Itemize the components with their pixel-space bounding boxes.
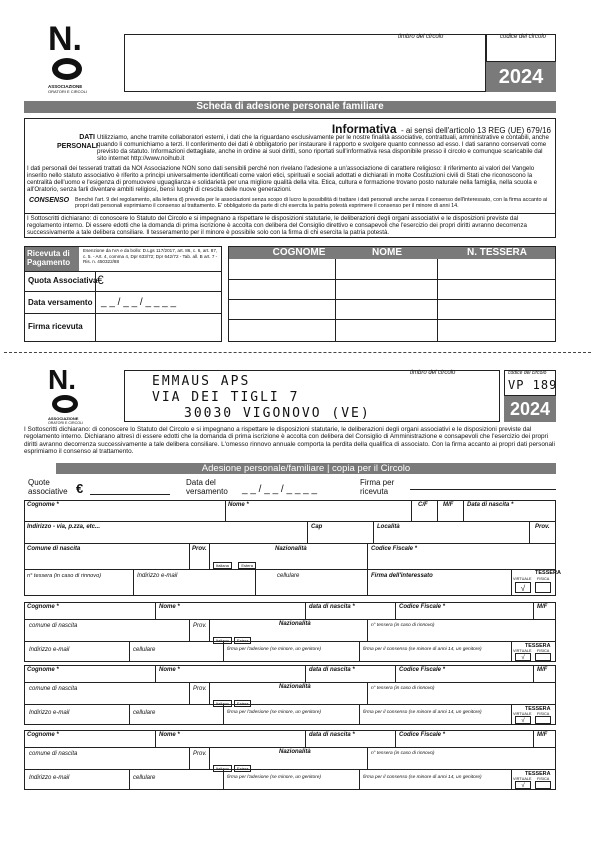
stamp-line2: VIA DEI TIGLI 7 bbox=[152, 390, 300, 405]
data-versamento-label: Data versamento bbox=[28, 298, 93, 307]
copy-codice-label: codice del circolo bbox=[508, 370, 547, 376]
form-virtuale-label: VIRTUALE bbox=[513, 577, 532, 581]
copy-firma-field[interactable] bbox=[410, 489, 556, 490]
form-comune: Comune di nascita bbox=[27, 546, 81, 552]
informativa-box bbox=[24, 118, 556, 238]
member-fisica-checkbox[interactable] bbox=[535, 716, 551, 724]
grid-line bbox=[305, 666, 306, 682]
grid-line bbox=[25, 704, 555, 705]
informativa-title: Informativa bbox=[331, 122, 397, 136]
grid-line bbox=[155, 666, 156, 682]
stamp-line3: 30030 VIGONOVO (VE) bbox=[184, 406, 371, 421]
grid-line bbox=[533, 603, 534, 619]
form-firma-interessato: Firma dell'interessato bbox=[371, 573, 433, 579]
copy-logo-mark: N. bbox=[48, 364, 76, 395]
member-codice-fiscale-label: Codice Fiscale * bbox=[399, 732, 446, 738]
member-cognome-label: Cognome * bbox=[27, 667, 59, 673]
member-italiano-checkbox[interactable]: Italiano bbox=[213, 637, 232, 644]
member-nazionalita-label: Nazionalità bbox=[279, 684, 311, 690]
form-fisica-checkbox[interactable] bbox=[535, 582, 551, 593]
copy-logo-org-line1: ASSOCIAZIONE bbox=[48, 416, 79, 421]
member-fisica-checkbox[interactable] bbox=[535, 653, 551, 661]
grid-line bbox=[395, 603, 396, 619]
grid-line bbox=[25, 769, 555, 770]
member-email-label: Indirizzo e-mail bbox=[29, 647, 70, 653]
copy-bar: Adesione personale/familiare | copia per il Circolo bbox=[56, 463, 556, 474]
grid-line bbox=[511, 769, 512, 789]
grid-line bbox=[209, 682, 210, 704]
member-data-nascita-label: data di nascita * bbox=[309, 667, 355, 673]
grid-line bbox=[367, 747, 368, 769]
copy-quote-field[interactable] bbox=[90, 494, 170, 495]
year-badge: 2024 bbox=[486, 62, 556, 92]
member-codice-fiscale-label: Codice Fiscale * bbox=[399, 604, 446, 610]
col-tessera: N. TESSERA bbox=[466, 247, 527, 258]
member-nome-label: Nome * bbox=[159, 732, 180, 738]
grid-line bbox=[367, 619, 368, 641]
member-nome-label: Nome * bbox=[159, 604, 180, 610]
esenzione-text: Esenzione da IVA e da bollo: D.Lgs 117/2017, art. 86, c. 6, art. 87, c. 5. - Art. 4, comma 4, Dpr 633/72; Dpr 642/72 - Tab. all. B art. 7 - Ris. n. 450322/88 bbox=[83, 248, 218, 265]
member-codice-fiscale-label: Codice Fiscale * bbox=[399, 667, 446, 673]
member-tessera-label: TESSERA bbox=[525, 706, 551, 712]
codice-label: codice del circolo bbox=[500, 34, 547, 40]
member-firma-adesione-label: firma per l'adesione (se minore, un genitore) bbox=[227, 775, 321, 780]
member-comune-label: comune di nascita bbox=[29, 623, 78, 629]
member-virtuale-label: VIRTUALE bbox=[513, 649, 532, 653]
codice-handwritten: VP 189 bbox=[508, 378, 558, 392]
col-nome: NOME bbox=[372, 247, 402, 258]
quota-euro: € bbox=[97, 273, 104, 287]
copy-quote-label: Quote associative bbox=[28, 478, 68, 496]
member-cognome-label: Cognome * bbox=[27, 604, 59, 610]
cut-line bbox=[4, 352, 591, 353]
form-cellulare: cellulare bbox=[277, 573, 300, 579]
quota-label: Quota Associativa bbox=[28, 276, 98, 285]
consenso-label: CONSENSO bbox=[29, 197, 70, 204]
grid-line bbox=[305, 603, 306, 619]
copy-year-badge: 2024 bbox=[504, 396, 556, 422]
form-nome: Nome * bbox=[228, 502, 249, 508]
grid-line bbox=[25, 747, 555, 748]
copy-logo bbox=[48, 366, 102, 426]
ricevuta-title: Ricevuta di Pagamento bbox=[25, 247, 79, 271]
copy-timbro-label: timbro del circolo bbox=[410, 370, 456, 376]
dati-label: DATI PERSONALI bbox=[57, 134, 98, 150]
grid-line bbox=[395, 666, 396, 682]
data-versamento-field[interactable]: _ _ / _ _ / _ _ _ _ bbox=[101, 297, 177, 308]
col-cognome: COGNOME bbox=[272, 247, 326, 258]
form-data-nascita: Data di nascita * bbox=[467, 502, 514, 508]
form-indirizzo: Indirizzo - via, p.zza, etc... bbox=[27, 524, 101, 530]
member-comune-label: comune di nascita bbox=[29, 751, 78, 757]
timbro-box[interactable] bbox=[124, 34, 486, 92]
member-comune-label: comune di nascita bbox=[29, 686, 78, 692]
grid-line bbox=[129, 704, 130, 724]
firma-ricevuta-label: Firma ricevuta bbox=[28, 322, 83, 331]
member-mf-label: M/F bbox=[537, 667, 548, 673]
dichiarazione-top: I Sottoscritti dichiarano: di conoscere lo Statuto del Circolo e si impegnano a rispettare le disposizioni statutarie, le deliberazioni degli organi associativi e le disposizioni previste dal regolamento interno. Di essere edotti che la domanda di prima iscrizione è accolta con delibera del Consiglio direttivo e consapevoli che l'esercizio dei propri diritti avranno decorrenza successivamente a tale delibera consiliare. Il tesseramento per il minore è possibile solo con la firma di chi esercita la patria potestà. bbox=[27, 215, 527, 236]
member-nationality-options bbox=[213, 629, 253, 647]
grid-line bbox=[129, 769, 130, 789]
member-mf-label: M/F bbox=[537, 604, 548, 610]
member-estera-checkbox[interactable]: Estera bbox=[234, 700, 252, 707]
member-virtuale-label: VIRTUALE bbox=[513, 777, 532, 781]
member-nationality-options bbox=[213, 757, 253, 775]
member-virtuale-checkbox[interactable]: √ bbox=[515, 716, 531, 724]
grid-line bbox=[25, 619, 555, 620]
members-table bbox=[228, 246, 556, 342]
member-mf-label: M/F bbox=[537, 732, 548, 738]
member-tessera-label: TESSERA bbox=[525, 643, 551, 649]
member-cellulare-label: cellulare bbox=[133, 710, 156, 716]
stamp-line1: EMMAUS APS bbox=[152, 374, 251, 389]
form-nazionalita: Nazionalità bbox=[275, 546, 307, 552]
family-member-block bbox=[24, 730, 556, 790]
member-firma-adesione-label: firma per l'adesione (se minore, un genitore) bbox=[227, 710, 321, 715]
form-italiana-checkbox[interactable]: Italiana bbox=[213, 562, 232, 569]
copy-data-label: Data del versamento bbox=[186, 478, 228, 496]
logo-org-line1: ASSOCIAZIONE bbox=[48, 84, 83, 89]
member-tessera-rinnovo-label: n° tessera (in caso di rinnovo) bbox=[371, 751, 435, 756]
member-firma-consenso-label: firma per il consenso (se minore di anni 14, un genitore) bbox=[363, 710, 482, 715]
member-firma-consenso-label: firma per il consenso (se minore di anni 14, un genitore) bbox=[363, 647, 482, 652]
form-cap: Cap bbox=[311, 524, 323, 530]
copy-logo-circle-icon bbox=[52, 395, 78, 413]
grid-line bbox=[129, 641, 130, 661]
form-localita: Località bbox=[377, 524, 400, 530]
informativa-subtitle: - ai sensi dell'articolo 13 REG (UE) 679/16 bbox=[400, 126, 551, 135]
member-italiano-checkbox[interactable]: Italiano bbox=[213, 700, 232, 707]
member-nome-label: Nome * bbox=[159, 667, 180, 673]
member-cellulare-label: cellulare bbox=[133, 775, 156, 781]
form-tessera-rinnovo: n° tessera (in caso di rinnovo) bbox=[27, 573, 102, 579]
ricevuta-box bbox=[24, 246, 222, 342]
grid-line bbox=[189, 747, 190, 769]
grid-line bbox=[533, 731, 534, 747]
copy-dichiarazione: I Sottoscritti dichiarano: di conoscere lo Statuto del Circolo e si impegnano a rispettare le disposizioni statutarie, le deliberazioni degli organi associativi e le disposizioni previste dal regolamento interno. Dichiarano altresì di essere edotti che la domanda di prima iscrizione è accolta con delibera del Consiglio di Amministrazione e consapevoli che l'esercizio dei propri diritti avranno decorrenza successivamente a tale delibera consiliare. L'omesso rinnovo annuale comporta la perdita della qualifica di associato. Con la firma accanto ai propri dati personali esprimiamo il consenso al trattamento. bbox=[24, 426, 555, 456]
member-nationality-options bbox=[213, 692, 253, 710]
form-virtuale-checkbox[interactable]: √ bbox=[515, 582, 531, 593]
form-email: Indirizzo e-mail bbox=[137, 573, 178, 579]
main-member-form bbox=[24, 500, 561, 596]
member-fisica-label: FISICA bbox=[537, 712, 550, 716]
member-firma-consenso-label: firma per il consenso (se minore di anni 14, un genitore) bbox=[363, 775, 482, 780]
logo-circle-icon bbox=[52, 58, 82, 80]
member-fisica-label: FISICA bbox=[537, 777, 550, 781]
grid-line bbox=[395, 731, 396, 747]
grid-line bbox=[367, 682, 368, 704]
informativa-p1: Utilizziamo, anche tramite collaboratori esterni, i dati che la riguardano esclusivamente per le nostre finalità associative, contrattuali, amministrative e contabili, anche quando li comunichiamo a terzi. Il conferimento dei dati è obbligatorio per instaurare il rapporto e svolgere quanto connesso ad esso. I dati saranno conservati come previsto da statuto. Informazioni dettagliate, anche in ordine ai suoi diritti, sono riportati sull'informativa resa disponibile presso il circolo e comunque scaricabile dal sito internet http://www.noihub.it bbox=[97, 134, 549, 162]
member-tessera-rinnovo-label: n° tessera (in caso di rinnovo) bbox=[371, 686, 435, 691]
grid-line bbox=[511, 704, 512, 724]
grid-line bbox=[209, 747, 210, 769]
family-member-block bbox=[24, 665, 556, 725]
copy-quote-euro: € bbox=[76, 481, 84, 496]
member-estera-checkbox[interactable]: Estera bbox=[234, 765, 252, 772]
consenso-text: Benché l'art. 9 del regolamento, alla lettera d) preveda per le associazioni senza scopo di lucro la possibilità di trattare i dati personali anche senza il consenso dell'interessato, con la firma accanto ai propri dati personali esprimiamo il consenso al trattamento. E' obbligatorio da parte di chi esercita la patria potestà esprimere il consenso per il minore di anni 14. bbox=[75, 197, 548, 210]
copy-logo-org-line2: ORATORI E CIRCOLI bbox=[48, 421, 84, 425]
member-email-label: Indirizzo e-mail bbox=[29, 710, 70, 716]
grid-line bbox=[155, 731, 156, 747]
timbro-label: timbro del circolo bbox=[398, 34, 444, 40]
form-fisica-label: FISICA bbox=[537, 577, 550, 581]
copy-firma-label: Firma per ricevuta bbox=[360, 478, 395, 496]
member-tessera-label: TESSERA bbox=[525, 771, 551, 777]
grid-line bbox=[305, 731, 306, 747]
member-prov-label: Prov. bbox=[193, 623, 207, 629]
grid-line bbox=[511, 641, 512, 661]
copy-data-field[interactable]: _ _ / _ _ / _ _ _ _ bbox=[242, 484, 318, 495]
grid-line bbox=[359, 641, 360, 661]
member-email-label: Indirizzo e-mail bbox=[29, 775, 70, 781]
logo-org-line2: ORATORI E CIRCOLI bbox=[48, 89, 87, 94]
member-nazionalita-label: Nazionalità bbox=[279, 749, 311, 755]
logo bbox=[48, 22, 102, 104]
form-codice-fiscale: Codice Fiscale * bbox=[371, 546, 418, 552]
informativa-p2: I dati personali dei tesserati trattati da NOI Associazione NON sono dati sensibili perché non rivelano l'adesione a un'associazione di carattere religioso: il riferimento ai valori del Vangelo inserito nello statuto associativo è riferito a principi universalmente identificati come valori etici, spirituali e sociali adottati e dichiarati in molte Costituzioni civili di Stati che riconoscono la centralità dell'uomo e l'esigenza di promuovere uguaglianza e solidarietà per una migliore qualità della vita. Etica, cultura e formazione trovano posto naturale nella famiglia, nella scuola e all'Oratorio, senza farli diventare ambiti religiosi, bensì luoghi di crescita delle nuove generazioni. bbox=[27, 165, 538, 193]
member-estera-checkbox[interactable]: Estera bbox=[234, 637, 252, 644]
form-cognome: Cognome * bbox=[27, 502, 59, 508]
member-virtuale-checkbox[interactable]: √ bbox=[515, 781, 531, 789]
form-prov: Prov. bbox=[535, 524, 550, 530]
form-cf: C/F bbox=[418, 502, 428, 508]
form-estera-checkbox[interactable]: Estera bbox=[238, 562, 256, 569]
member-virtuale-checkbox[interactable]: √ bbox=[515, 653, 531, 661]
form-tessera-label: TESSERA bbox=[535, 570, 561, 576]
member-fisica-label: FISICA bbox=[537, 649, 550, 653]
grid-line bbox=[189, 619, 190, 641]
member-data-nascita-label: data di nascita * bbox=[309, 604, 355, 610]
form-prov2: Prov. bbox=[192, 546, 207, 552]
grid-line bbox=[25, 682, 555, 683]
member-nazionalita-label: Nazionalità bbox=[279, 621, 311, 627]
title-bar: Scheda di adesione personale familiare bbox=[24, 101, 556, 113]
form-mf: M/F bbox=[443, 502, 454, 508]
grid-line bbox=[533, 666, 534, 682]
member-prov-label: Prov. bbox=[193, 686, 207, 692]
grid-line bbox=[189, 682, 190, 704]
grid-line bbox=[155, 603, 156, 619]
member-cellulare-label: cellulare bbox=[133, 647, 156, 653]
member-virtuale-label: VIRTUALE bbox=[513, 712, 532, 716]
member-firma-adesione-label: firma per l'adesione (se minore, un genitore) bbox=[227, 647, 321, 652]
grid-line bbox=[359, 769, 360, 789]
family-member-block bbox=[24, 602, 556, 662]
member-italiano-checkbox[interactable]: Italiano bbox=[213, 765, 232, 772]
grid-line bbox=[25, 641, 555, 642]
grid-line bbox=[359, 704, 360, 724]
member-fisica-checkbox[interactable] bbox=[535, 781, 551, 789]
member-data-nascita-label: data di nascita * bbox=[309, 732, 355, 738]
logo-mark: N. bbox=[48, 20, 82, 58]
member-cognome-label: Cognome * bbox=[27, 732, 59, 738]
member-prov-label: Prov. bbox=[193, 751, 207, 757]
member-tessera-rinnovo-label: n° tessera (in caso di rinnovo) bbox=[371, 623, 435, 628]
grid-line bbox=[209, 619, 210, 641]
